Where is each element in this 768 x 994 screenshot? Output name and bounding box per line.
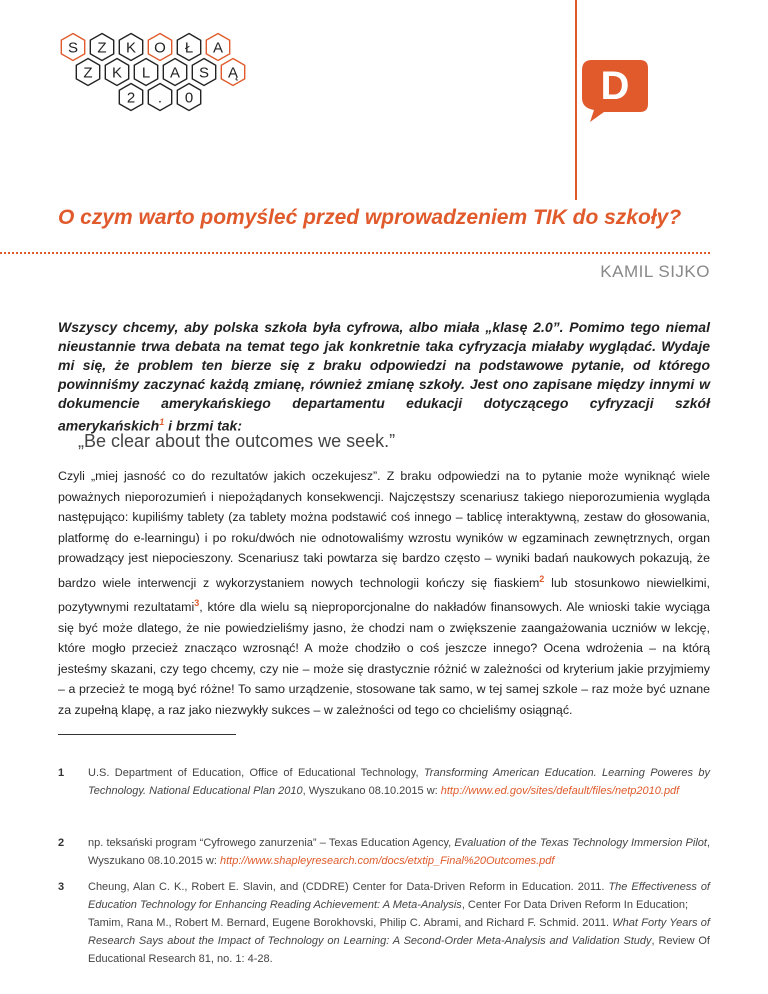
body-part-2: lub stosunkowo niewielkimi, pozytywnymi rezultatami [58, 575, 710, 615]
logo-letter: K [111, 64, 123, 82]
footnote-title: Evaluation of the Texas Technology Immersion Pilot [454, 837, 707, 849]
footnote-ref-2[interactable]: 2 [539, 573, 545, 584]
speech-bubble-icon [578, 54, 650, 124]
logo-letter: A [212, 39, 224, 57]
footnote-text: np. teksański program “Cyfrowego zanurzenia” – Texas Education Agency, [88, 837, 455, 849]
logo-letter: 0 [184, 89, 194, 107]
footnote-text: , Review Of Educational Research 81, no. 1: 4-28. [88, 935, 710, 965]
body-part-3: , które dla wielu są nieproporcjonalne do nakładów finansowych. Ale wnioski takie wyciąga się być może dlatego, że nie powiedzieliśmy jasno, że chodzi nam o zwiększenie zaangażowania uczniów w lekcję, które mogło przecież znacząco wzrosnąć! A może chodziło o coś jeszcze innego? Ocena wdrożenia – na którą jesteśmy skazani, czy tego chcemy, czy nie – może się drastycznie różnić w zależności od kryterium jakie przyjmiemy – a przecież te mogą być różne! To samo urządzenie, stosowane tak samo, w tej samej szkole – raz może być uznane za zupełną klapę, a raz jako niezwykły sukces – w zależności od tego co chcieliśmy osiągnąć. [58, 600, 710, 717]
footnote-link[interactable]: http://www.ed.gov/sites/default/files/netp2010.pdf [440, 785, 680, 797]
body-paragraph [58, 466, 710, 720]
footnote-text: U.S. Department of Education, Office of Educational Technology, [88, 767, 424, 779]
footnote-text: , Wyszukano 08.10.2015 w: [302, 785, 441, 797]
footnote-title: The Effectiveness of Education Technology for Enhancing Reading Achievement: A Meta-Analysis [88, 881, 710, 911]
footnote-ref-1[interactable]: 1 [159, 417, 165, 427]
footnote-3 [58, 878, 710, 968]
dotted-divider [0, 252, 710, 254]
footnote-text: Tamim, Rana M., Robert M. Bernard, Eugene Borokhovski, Philip C. Abrami, and Richard F. Schmid. 2011. [88, 917, 613, 929]
logo-letter: K [125, 39, 137, 57]
footnote-number: 2 [58, 837, 65, 849]
lead-paragraph [58, 318, 710, 436]
badge-letter: D [600, 64, 630, 108]
logo-letter: A [169, 64, 181, 82]
logo-letter: L [141, 64, 151, 82]
pull-quote: „Be clear about the outcomes we seek.” [78, 431, 396, 451]
logo-letter: 2 [126, 89, 136, 107]
logo-letter: Z [83, 64, 93, 82]
logo-letter: Z [97, 39, 107, 57]
footnote-number: 3 [58, 881, 65, 893]
logo-letter: Ą [227, 64, 239, 82]
logo-letter: S [198, 64, 210, 82]
lead-text: Wszyscy chcemy, aby polska szkoła była cyfrowa, albo miała „klasę 2.0”. Pomimo tego niemal nieustannie trwa debata na temat tego jak konkretnie taka cyfryzacja miałaby wyglądać. Wydaje mi się, że problem ten bierze się z braku odpowiedzi na podstawowe pytanie, od którego powinniśmy zaczynać każdą zmianę, również zmianę szkoły. Jest ono zapisane między innymi w dokumencie amerykańskiego departamentu edukacji dotyczącego cyfryzacji szkół amerykańskich [58, 319, 710, 434]
szkola-z-klasa-logo [58, 32, 298, 122]
footnote-title: Transforming American Education. Learning Poweres by Technology. National Educational Plan 2010 [88, 767, 710, 797]
logo-letter: . [157, 89, 163, 107]
logo-letter: Ł [184, 39, 194, 57]
accent-vertical-line [575, 0, 577, 200]
footnote-text: , Wyszukano 08.10.2015 w: [88, 837, 710, 867]
footnote-ref-3[interactable]: 3 [194, 598, 200, 609]
author-name: KAMIL SIJKO [600, 262, 710, 281]
logo-letter: O [154, 39, 166, 57]
footnote-text: , Center For Data Driven Reform In Education; [461, 899, 689, 911]
article-title: O czym warto pomyśleć przed wprowadzeniem TIK do szkoły? [58, 206, 682, 229]
footnote-1 [58, 764, 710, 800]
footnote-link[interactable]: http://www.shapleyresearch.com/docs/etxtip_Final%20Outcomes.pdf [219, 855, 555, 867]
logo-letter: S [67, 39, 79, 57]
footnote-2 [58, 834, 710, 870]
lead-tail: i brzmi tak: [164, 417, 242, 434]
body-part-1: Czyli „miej jasność co do rezultatów jakich oczekujesz”. Z braku odpowiedzi na to pytanie może wyniknąć wiele poważnych nieporozumień i niepożądanych konsekwencji. Najczęstszy scenariusz takiego nieporozumienia wygląda następująco: kupiliśmy tablety (za tablety można podstawić coś innego – tablicę interaktywną, zestaw do głosowania, platformę do e-learningu) i po roku/dwóch nie odnotowaliśmy wzrostu wyników w egzaminach zewnętrznych, organ prowadzący jest niepocieszony. Scenariusz taki powtarza się bardzo często – wyniki badań naukowych pokazują, że bardzo wiele interwencji z wykorzystaniem nowych technologii kończy się fiaskiem [58, 469, 710, 590]
footnote-text: Cheung, Alan C. K., Robert E. Slavin, and (CDDRE) Center for Data-Driven Reform in Education. 2011. [88, 881, 609, 893]
footnote-title: What Forty Years of Research Says about the Impact of Technology on Learning: A Second-Order Meta-Analysis and Validation Study [88, 917, 710, 947]
footnote-separator [58, 734, 236, 735]
footnote-number: 1 [58, 767, 65, 779]
